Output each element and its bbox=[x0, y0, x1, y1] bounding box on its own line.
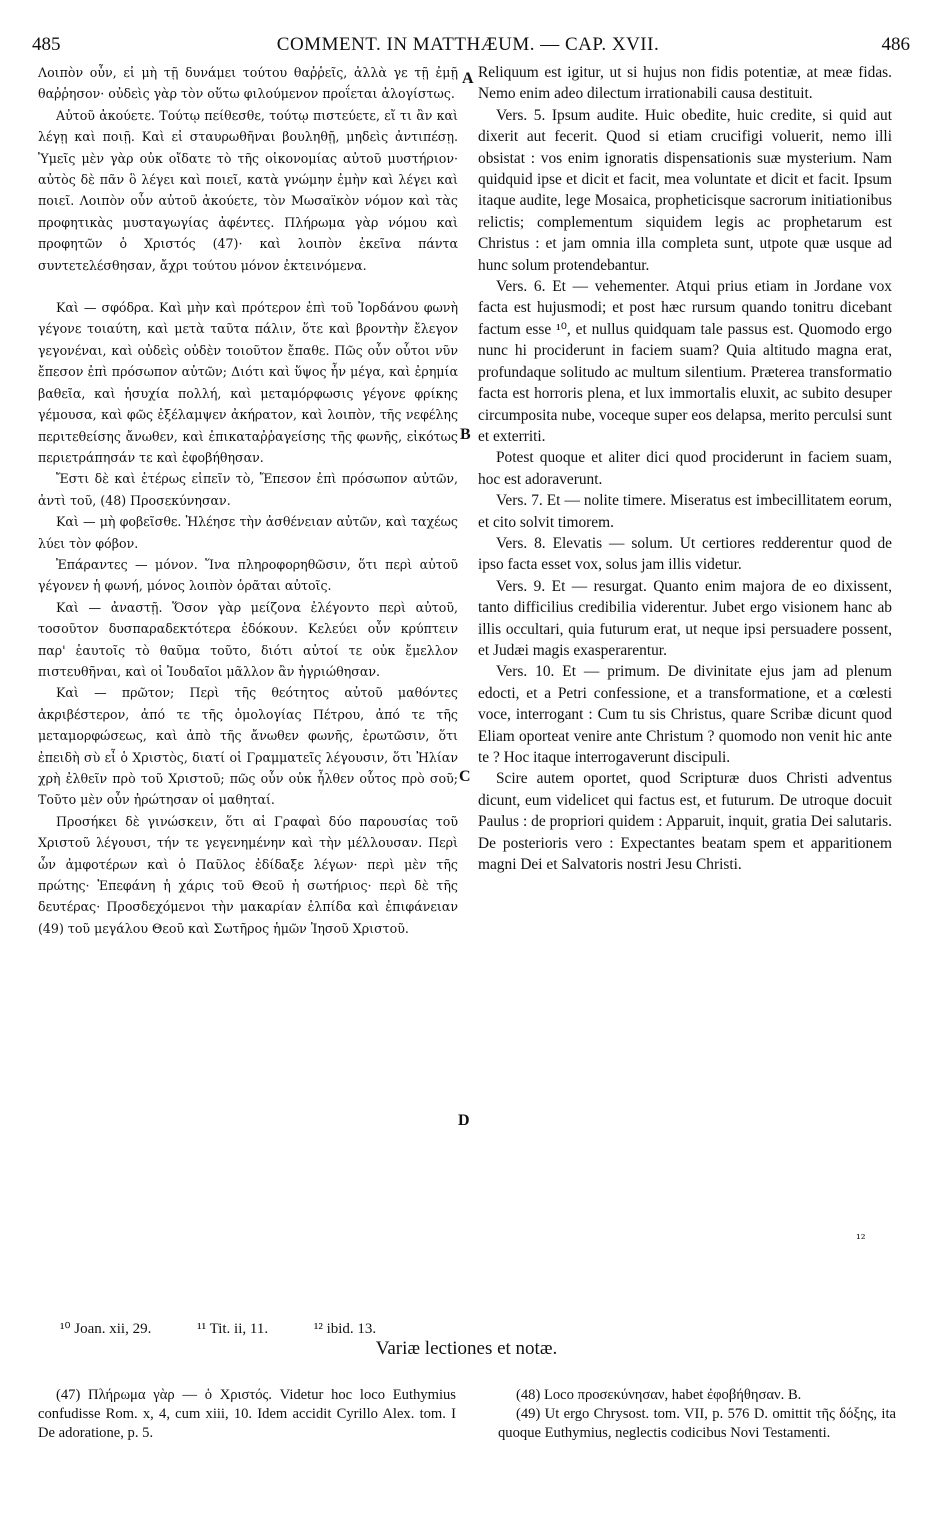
latin-paragraph: Vers. 7. Et — nolite timere. Miseratus est imbecillitatem eorum, et cito solvit timorem. bbox=[478, 492, 892, 531]
greek-paragraph: Καὶ — ἀναστῇ. Ὅσον γὰρ μείζονα ἐλέγοντο περὶ αὐτοῦ, τοσοῦτον δυσπαραδεκτότερα ἐδόκουν. Κελεύει οὖν κρύπτειν παρ' ἑαυτοῖς τὸ θαῦμα τοῦτο, διότι αὐτοί τε οὐκ ἔμελλον πιστευθῆναι, καὶ οἱ Ἰουδαῖοι μᾶλλον ἂν ἠγριώθησαν. bbox=[38, 599, 458, 679]
margin-letter-a: A bbox=[462, 70, 474, 87]
greek-paragraph: Καὶ — πρῶτον; Περὶ τῆς θεότητος αὐτοῦ μαθόντες ἀκριβέστερον, ἀπό τε τῆς ὁμολογίας Πέτρου, ἀπό τε τῆς μεταμορφώσεως, καὶ ἀπὸ τῆς ἄνωθεν φωνῆς, ἐρωτῶσιν, ὅτι ἐπειδὴ σὺ εἶ ὁ Χριστὸς, διατί οἱ Γραμματεῖς λέγουσιν, ὅτι Ἠλίαν χρὴ ἐλθεῖν πρὸ τοῦ Χριστοῦ; πῶς οὖν οὐκ ἦλθεν οὗτος πρὸ σοῦ; Τοῦτο μὲν οὖν ἠρώτησαν οἱ μαθηταί. bbox=[38, 685, 458, 808]
latin-paragraph: Potest quoque et aliter dici quod prociderunt in faciem suam, hoc est adoraverunt. bbox=[478, 449, 892, 488]
footnote: ¹¹ Tit. ii, 11. bbox=[197, 1321, 269, 1337]
note: (47) Πλήρωμα γὰρ — ὁ Χριστός. Videtur hoc loco Euthymius confudisse Rom. x, 4, cum xiii, 10. Idem accidit Cyrillo Alex. tom. I De adoratione, p. 5. bbox=[38, 1387, 456, 1441]
margin-letter-b: B bbox=[460, 426, 471, 443]
greek-paragraph: Καὶ — μὴ φοβεῖσθε. Ἠλέησε τὴν ἀσθένειαν αὐτῶν, καὶ ταχέως λύει τὸν φόβον. bbox=[38, 514, 458, 551]
page-number-right: 486 bbox=[881, 34, 910, 55]
greek-paragraph: Προσήκει δὲ γινώσκειν, ὅτι αἱ Γραφαὶ δύο παρουσίας τοῦ Χριστοῦ λέγουσι, τήν τε γεγενημένην καὶ τὴν μέλλουσαν. Περὶ ὧν ἀμφοτέρων καὶ ὁ Παῦλος ἐδίδαξε λέγων· περὶ μὲν τῆς πρώτης· Ἐπεφάνη ἡ χάρις τοῦ Θεοῦ ἡ σωτήριος· περὶ δὲ τῆς δευτέρας· Προσδεχόμενοι τὴν μακαρίαν ἐλπίδα καὶ ἐπιφάνειαν (49) τοῦ μεγάλου Θεοῦ καὶ Σωτῆρος ἡμῶν Ἰησοῦ Χριστοῦ. bbox=[38, 813, 458, 936]
latin-paragraph: Scire autem oportet, quod Scripturæ duos Christi adventus dicunt, eum videlicet qui factus est, et futurum. De utroque docuit Paulus : de propriori quidem : Apparuit, inquit, gratia Dei salutaris. De posterioris vero : Expectantes beatam spem et apparitionem magni Dei et Salvatoris nostri Jesu Christi. bbox=[478, 770, 892, 874]
greek-column bbox=[38, 62, 458, 939]
latin-paragraph: Vers. 5. Ipsum audite. Huic obedite, huic credite, si quid aut dixerit aut fecerit. Quod si etiam crucifigi voluerit, nemo illi obsistat : vos enim ignoratis dispensationis suæ mysterium. Nam quidquid ipse et dicit et facit, mea voluntate et dicit et facit. Ipsum itaque audite, lege Mosaica, propheticisque sacrorum initiationibus relictis; complementum siquidem legis ac prophetarum est Christus : et jam omnia illa completa sunt, utpote quæ usque ad hunc solum protendebantur. bbox=[478, 106, 892, 274]
greek-paragraph: Αὐτοῦ ἀκούετε. Τούτῳ πείθεσθε, τούτῳ πιστεύετε, εἴ τι ἂν καὶ λέγῃ καὶ ποιῇ. Καὶ εἰ σταυρωθῆναι βουληθῇ, μηδεὶς ἀντιπέσῃ. Ὑμεῖς μὲν γὰρ οὐκ οἴδατε τὸ τῆς οἰκονομίας αὐτοῦ μυστήριον· αὐτὸς δὲ πᾶν ὃ λέγει καὶ ποιεῖ, κατὰ γνώμην ἐμὴν καὶ λέγει καὶ ποιεῖ. Λοιπὸν οὖν αὐτοῦ ἀκούετε, τὸν Μωσαϊκὸν νόμον καὶ τὰς προφητικὰς μυσταγωγίας ἀφέντες. Πλήρωμα γὰρ νόμου καὶ προφητῶν ὁ Χριστός (47)· καὶ λοιπὸν ἐκεῖνα πάντα συντετελέσθησαν, ἄχρι τούτου μόνον ἐκτεινόμενα. bbox=[38, 107, 458, 273]
latin-paragraph: Vers. 6. Et — vehementer. Atqui prius etiam in Jordane vox facta est hujusmodi; et post hæc rursum quando tonitru dicebant factum esse ¹⁰, et nullus quidquam tale passus est. Quomodo ergo nunc hi prociderunt in faciem suam? Quia altitudo magna erat, profundaque solitudo ac multum silentium. Præterea transformatio facta est horroris plena, et lux immortalis eluxit, ac subito desuper circumposita nube, voceque super eos delapsa, merito perculsi sunt et exterriti. bbox=[478, 278, 892, 445]
note: (49) Ut ergo Chrysost. tom. VII, p. 576 D. omittit τῆς δόξης, ita quoque Euthymius, neglectis codicibus Novi Testamenti. bbox=[498, 1406, 896, 1441]
latin-paragraph: Vers. 10. Et — primum. De divinitate ejus jam ad plenum edocti, et a Petri confessione, et a transformatione, et a cœlesti voce, interrogant : Cum tu sis Christus, quare Scribæ dicunt quod Eliam oporteat venire ante Christum ? quomodo non venit hic ante te ? Hoc itaque interrogaverunt discipuli. bbox=[478, 663, 892, 766]
latin-paragraph: Vers. 9. Et — resurgat. Quanto enim majora de eo dixissent, tanto difficilius credibilia viderentur. Jubet ergo visionem hanc ab illis occultari, quia futurum erat, ut neque ipsi persuadere possent, et Judæi magis exasperarentur. bbox=[478, 577, 892, 659]
greek-paragraph: Λοιπὸν οὖν, εἰ μὴ τῇ δυνάμει τούτου θαῤῥεῖς, ἀλλὰ γε τῇ ἐμῇ θαῤῥησον· οὐδεὶς γὰρ τὸν οὕτω φιλούμενον προΐεται ἀλογίστως. bbox=[38, 65, 458, 102]
variae-heading: Variæ lectiones et notæ. bbox=[375, 1338, 558, 1359]
margin-letter-c: C bbox=[459, 768, 471, 785]
latin-paragraph: Vers. 8. Elevatis — solum. Ut certiores redderentur quod de ipso facta esset vox, solus jam illis videtur. bbox=[478, 534, 892, 574]
notes-right bbox=[498, 1386, 896, 1443]
footnote: ¹² ibid. 13. bbox=[313, 1321, 377, 1337]
running-header bbox=[24, 26, 912, 62]
footnote: ¹⁰ Joan. xii, 29. bbox=[60, 1321, 152, 1337]
notes-left bbox=[38, 1386, 456, 1443]
greek-paragraph: Καὶ — σφόδρα. Καὶ μὴν καὶ πρότερον ἐπὶ τοῦ Ἰορδάνου φωνὴ γέγονε τοιαύτη, καὶ μετὰ ταῦτα πάλιν, ὅτε καὶ βροντὴν ἔλεγον γεγονέναι, καὶ οὐδεὶς οὐδὲν τοιοῦτον ἔπαθε. Πῶς οὖν οὗτοι νῦν ἔπεσον ἐπὶ πρόσωπον αὐτῶν; Διότι καὶ ὕψος ἦν μέγα, καὶ ἐρημία βαθεῖα, καὶ ἡσυχία πολλή, καὶ μεταμόρφωσις γέγονε φρίκης γέμουσα, καὶ φῶς ἐξέλαμψεν ἀκήρατον, καὶ λοιπὸν, τῆς νεφέλης περιτεθείσης ἄνωθεν, καὶ ἐπικαταῤῥαγείσης τῆς φωνῆς, εἰκότως περιετράπησάν τε καὶ ἐφοβήθησαν. bbox=[38, 300, 458, 465]
note: (48) Loco προσεκύνησαν, habet ἐφοβήθησαν. B. bbox=[516, 1387, 802, 1403]
signature-mark: ¹² bbox=[856, 1232, 866, 1246]
margin-letter-d: D bbox=[458, 1112, 470, 1129]
footnotes bbox=[60, 1319, 480, 1338]
latin-column bbox=[478, 62, 892, 875]
page-number-left: 485 bbox=[32, 34, 61, 55]
greek-paragraph: Ἔστι δὲ καὶ ἑτέρως εἰπεῖν τὸ, Ἔπεσον ἐπὶ πρόσωπον αὐτῶν, ἀντὶ τοῦ, (48) Προσεκύνησαν. bbox=[38, 471, 458, 508]
greek-paragraph: Ἐπάραντες — μόνον. Ἵνα πληροφορηθῶσιν, ὅτι περὶ αὐτοῦ γέγονεν ἡ φωνή, μόνος λοιπὸν ὁρᾶται αὐτοῖς. bbox=[38, 556, 458, 594]
latin-paragraph: Reliquum est igitur, ut si hujus non fidis potentiæ, at meæ fidas. Nemo enim adeo dilectum irrationabili causa destituit. bbox=[478, 64, 892, 103]
running-title: COMMENT. IN MATTHÆUM. — CAP. XVII. bbox=[276, 34, 660, 55]
